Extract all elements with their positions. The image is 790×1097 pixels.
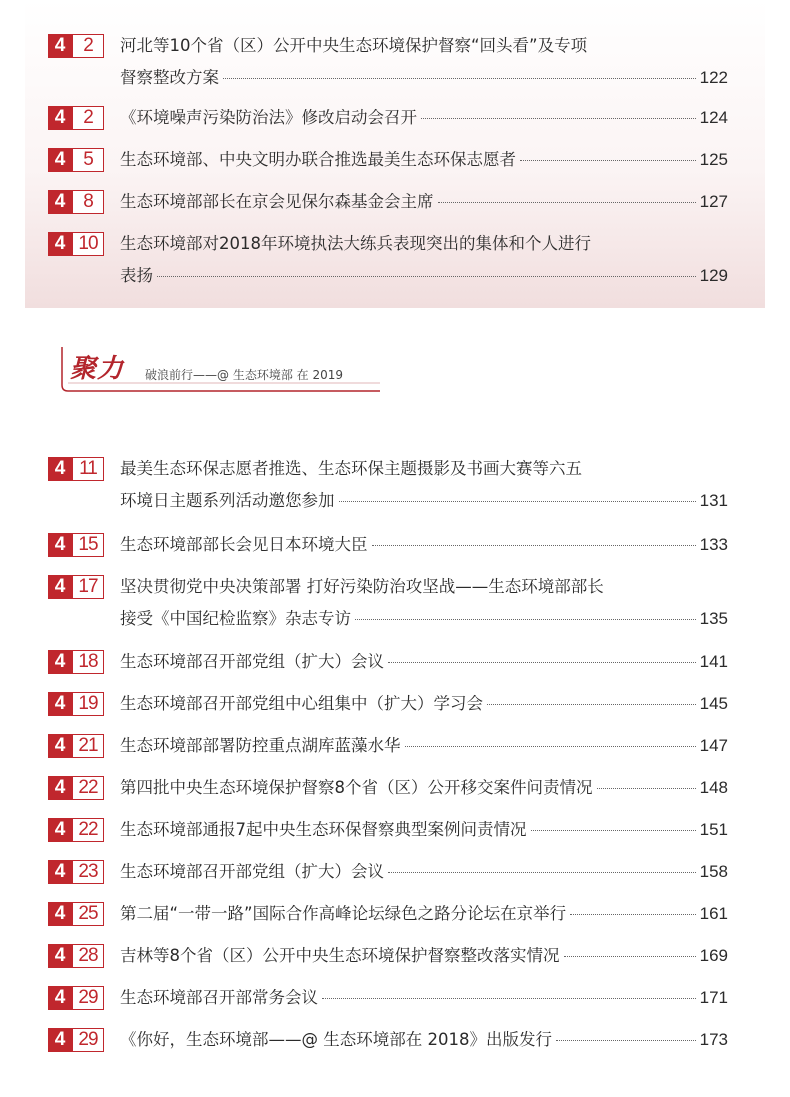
entry-title-last-line <box>120 734 728 758</box>
entry-title-last-line <box>120 944 728 968</box>
entry-title-last-line <box>120 860 728 884</box>
page-number: 127 <box>699 192 728 211</box>
dot-leader <box>388 872 696 873</box>
date-month: 4 <box>48 734 72 758</box>
dot-leader <box>223 78 696 79</box>
page-number: 141 <box>699 652 728 671</box>
date-month: 4 <box>48 533 72 557</box>
date-tag <box>48 106 104 130</box>
date-month: 4 <box>48 692 72 716</box>
date-month: 4 <box>48 1028 72 1052</box>
entry-title-text: 生态环境部召开部党组（扩大）会议 <box>120 652 384 671</box>
date-month: 4 <box>48 106 72 130</box>
date-day: 19 <box>72 692 104 716</box>
date-day: 5 <box>72 148 104 172</box>
entry-title-last-line <box>120 902 728 926</box>
entry-title-last-line <box>120 1028 728 1052</box>
entry-title-text: 生态环境部召开部党组（扩大）会议 <box>120 862 384 881</box>
entry-text <box>120 575 728 631</box>
date-tag <box>48 986 104 1010</box>
date-day: 22 <box>72 776 104 800</box>
dot-leader <box>520 160 696 161</box>
entry-title-last-line <box>120 650 728 674</box>
section-title: 聚力 <box>70 354 125 384</box>
entry-title-text: 吉林等8个省（区）公开中央生态环境保护督察整改落实情况 <box>120 946 560 965</box>
entry-title-text: 生态环境部召开部常务会议 <box>120 988 318 1007</box>
date-day: 8 <box>72 190 104 214</box>
date-month: 4 <box>48 232 72 256</box>
page-number: 135 <box>699 609 728 628</box>
date-month: 4 <box>48 650 72 674</box>
section-subtitle: 破浪前行——@ 生态环境部 在 2019 <box>145 368 343 382</box>
date-day: 22 <box>72 818 104 842</box>
date-day: 18 <box>72 650 104 674</box>
entry-title-last-line <box>120 489 728 513</box>
date-day: 28 <box>72 944 104 968</box>
entry-title-last-line <box>120 190 728 214</box>
date-day: 2 <box>72 106 104 130</box>
entry-title-line: 河北等10个省（区）公开中央生态环境保护督察“回头看”及专项 <box>120 36 588 55</box>
page-number: 122 <box>699 68 728 87</box>
entry-title-last-line <box>120 986 728 1010</box>
entry-title-text: 生态环境部部长在京会见保尔森基金会主席 <box>120 192 434 211</box>
dot-leader <box>339 501 696 502</box>
dot-leader <box>355 619 696 620</box>
page-number: 148 <box>699 778 728 797</box>
entry-text <box>120 650 728 674</box>
page-number: 145 <box>699 694 728 713</box>
dot-leader <box>157 276 696 277</box>
dot-leader <box>322 998 696 999</box>
date-month: 4 <box>48 190 72 214</box>
entry-title-text: 生态环境部通报7起中央生态环保督察典型案例问责情况 <box>120 820 527 839</box>
entry-text <box>120 1028 728 1052</box>
dot-leader <box>564 956 696 957</box>
date-tag <box>48 148 104 172</box>
date-month: 4 <box>48 148 72 172</box>
page-number: 133 <box>699 535 728 554</box>
entry-title-last-line <box>120 607 728 631</box>
date-tag <box>48 575 104 599</box>
date-month: 4 <box>48 986 72 1010</box>
page-number: 173 <box>699 1030 728 1049</box>
dot-leader <box>487 704 696 705</box>
page-number: 169 <box>699 946 728 965</box>
dot-leader <box>597 788 696 789</box>
dot-leader <box>372 545 696 546</box>
entry-title-text: 环境日主题系列活动邀您参加 <box>120 491 335 510</box>
entry-text <box>120 776 728 800</box>
date-month: 4 <box>48 776 72 800</box>
date-tag <box>48 776 104 800</box>
date-tag <box>48 190 104 214</box>
entry-title-text: 第二届“一带一路”国际合作高峰论坛绿色之路分论坛在京举行 <box>120 904 567 923</box>
date-day: 15 <box>72 533 104 557</box>
entry-text <box>120 190 728 214</box>
entry-title-last-line <box>120 264 728 288</box>
entry-title-text: 《你好，生态环境部——@ 生态环境部在 2018》出版发行 <box>120 1030 552 1049</box>
page-number: 124 <box>699 108 728 127</box>
entry-text <box>120 692 728 716</box>
page-number: 151 <box>699 820 728 839</box>
entry-title-last-line <box>120 148 728 172</box>
date-day: 10 <box>72 232 104 256</box>
date-tag <box>48 1028 104 1052</box>
entry-text <box>120 148 728 172</box>
date-tag <box>48 650 104 674</box>
entry-title-text: 表扬 <box>120 266 153 285</box>
date-tag <box>48 734 104 758</box>
dot-leader <box>388 662 696 663</box>
date-month: 4 <box>48 944 72 968</box>
entry-title-text: 生态环境部部长会见日本环境大臣 <box>120 535 368 554</box>
page-number: 171 <box>699 988 728 1007</box>
entry-title-last-line <box>120 776 728 800</box>
entry-title-text: 生态环境部召开部党组中心组集中（扩大）学习会 <box>120 694 483 713</box>
entry-title-last-line <box>120 533 728 557</box>
entry-text <box>120 533 728 557</box>
dot-leader <box>556 1040 696 1041</box>
date-month: 4 <box>48 902 72 926</box>
entry-text <box>120 232 728 288</box>
entry-title-text: 生态环境部、中央文明办联合推选最美生态环保志愿者 <box>120 150 516 169</box>
dot-leader <box>421 118 696 119</box>
dot-leader <box>570 914 696 915</box>
page-number: 129 <box>699 266 728 285</box>
date-tag <box>48 457 104 481</box>
entry-title-text: 接受《中国纪检监察》杂志专访 <box>120 609 351 628</box>
entry-text <box>120 34 728 90</box>
entry-title-line: 坚决贯彻党中央决策部署 打好污染防治攻坚战——生态环境部部长 <box>120 577 604 596</box>
entry-text <box>120 986 728 1010</box>
date-tag <box>48 34 104 58</box>
page-number: 161 <box>699 904 728 923</box>
date-tag <box>48 818 104 842</box>
entry-title-text: 督察整改方案 <box>120 68 219 87</box>
section-banner <box>60 345 382 393</box>
entry-text <box>120 818 728 842</box>
page-number: 125 <box>699 150 728 169</box>
date-tag <box>48 860 104 884</box>
dot-leader <box>405 746 696 747</box>
entry-title-text: 第四批中央生态环境保护督察8个省（区）公开移交案件问责情况 <box>120 778 593 797</box>
entry-title-last-line <box>120 66 728 90</box>
date-tag <box>48 533 104 557</box>
date-month: 4 <box>48 34 72 58</box>
entry-title-text: 《环境噪声污染防治法》修改启动会召开 <box>120 108 417 127</box>
entry-text <box>120 902 728 926</box>
date-tag <box>48 944 104 968</box>
entry-title-last-line <box>120 106 728 130</box>
date-month: 4 <box>48 457 72 481</box>
entry-text <box>120 457 728 513</box>
date-month: 4 <box>48 818 72 842</box>
entry-text <box>120 734 728 758</box>
dot-leader <box>438 202 696 203</box>
date-tag <box>48 902 104 926</box>
date-day: 25 <box>72 902 104 926</box>
page-number: 147 <box>699 736 728 755</box>
date-day: 2 <box>72 34 104 58</box>
entry-text <box>120 860 728 884</box>
page-number: 158 <box>699 862 728 881</box>
date-month: 4 <box>48 575 72 599</box>
date-day: 29 <box>72 986 104 1010</box>
entry-title-last-line <box>120 818 728 842</box>
entry-text <box>120 106 728 130</box>
entry-title-last-line <box>120 692 728 716</box>
entry-title-line: 最美生态环保志愿者推选、生态环保主题摄影及书画大赛等六五 <box>120 459 582 478</box>
date-day: 11 <box>72 457 104 481</box>
date-day: 29 <box>72 1028 104 1052</box>
date-tag <box>48 232 104 256</box>
date-day: 23 <box>72 860 104 884</box>
entry-text <box>120 944 728 968</box>
dot-leader <box>531 830 696 831</box>
date-tag <box>48 692 104 716</box>
entry-title-text: 生态环境部部署防控重点湖库蓝藻水华 <box>120 736 401 755</box>
page-number: 131 <box>699 491 728 510</box>
date-day: 21 <box>72 734 104 758</box>
entry-title-line: 生态环境部对2018年环境执法大练兵表现突出的集体和个人进行 <box>120 234 591 253</box>
date-day: 17 <box>72 575 104 599</box>
date-month: 4 <box>48 860 72 884</box>
